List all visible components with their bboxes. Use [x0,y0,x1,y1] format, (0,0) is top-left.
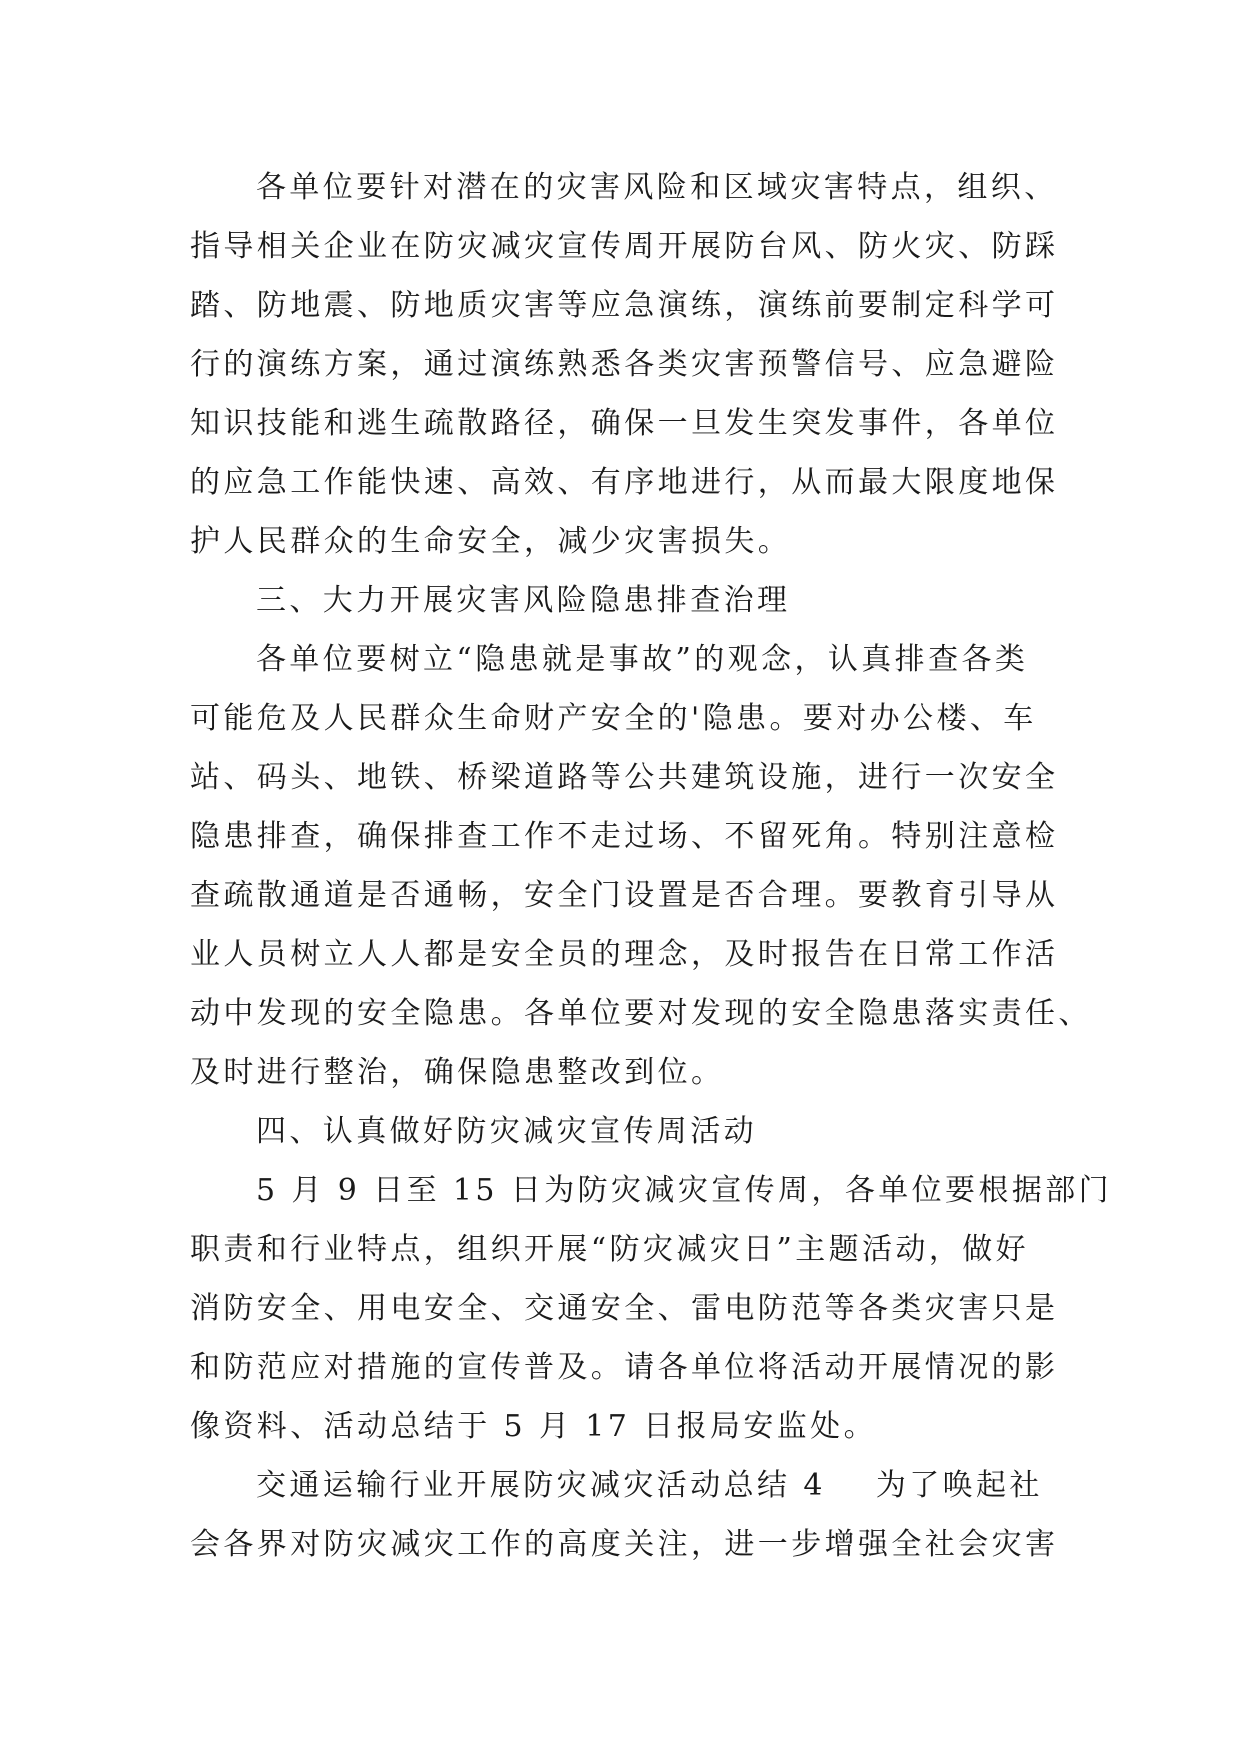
section-heading: 三、大力开展灾害风险隐患排查治理 [256,583,791,618]
paragraph-line: 隐患排查，确保排查工作不走过场、不留死角。特别注意检 [190,819,1059,854]
paragraph-line: 查疏散通道是否通畅，安全门设置是否合理。要教育引导从 [190,878,1059,913]
paragraph-line: 动中发现的安全隐患。各单位要对发现的安全隐患落实责任、 [190,996,1092,1031]
paragraph-line: 职责和行业特点，组织开展“防灾减灾日”主题活动，做好 [190,1232,1030,1267]
paragraph-line: 像资料、活动总结于 5 月 17 日报局安监处。 [190,1409,878,1444]
paragraph-line: 业人员树立人人都是安全员的理念，及时报告在日常工作活 [190,937,1059,972]
paragraph-line: 各单位要针对潜在的灾害风险和区域灾害特点，组织、 [256,170,1058,205]
paragraph-line: 交通运输行业开展防灾减灾活动总结 4 为了唤起社 [256,1468,1043,1503]
paragraph-line: 踏、防地震、防地质灾害等应急演练，演练前要制定科学可 [190,288,1059,323]
paragraph-line: 行的演练方案，通过演练熟悉各类灾害预警信号、应急避险 [190,347,1059,382]
paragraph-line: 知识技能和逃生疏散路径，确保一旦发生突发事件，各单位 [190,406,1059,441]
paragraph-line: 站、码头、地铁、桥梁道路等公共建筑设施，进行一次安全 [190,760,1059,795]
paragraph-line: 各单位要树立“隐患就是事故”的观念，认真排查各类 [256,642,1029,677]
paragraph-line: 及时进行整治，确保隐患整改到位。 [190,1055,725,1090]
document-body [190,158,1113,1574]
section-heading: 四、认真做好防灾减灾宣传周活动 [256,1114,757,1149]
paragraph-line: 和防范应对措施的宣传普及。请各单位将活动开展情况的影 [190,1350,1059,1385]
paragraph-line: 护人民群众的生命安全，减少灾害损失。 [190,524,792,559]
paragraph-line: 可能危及人民群众生命财产安全的'隐患。要对办公楼、车 [190,701,1037,736]
paragraph-line: 会各界对防灾减灾工作的高度关注，进一步增强全社会灾害 [190,1527,1059,1562]
paragraph-line: 消防安全、用电安全、交通安全、雷电防范等各类灾害只是 [190,1291,1059,1326]
paragraph-line: 指导相关企业在防灾减灾宣传周开展防台风、防火灾、防踩 [190,229,1059,264]
paragraph-line: 5 月 9 日至 15 日为防灾减灾宣传周，各单位要根据部门 [256,1173,1113,1208]
paragraph-line: 的应急工作能快速、高效、有序地进行，从而最大限度地保 [190,465,1059,500]
